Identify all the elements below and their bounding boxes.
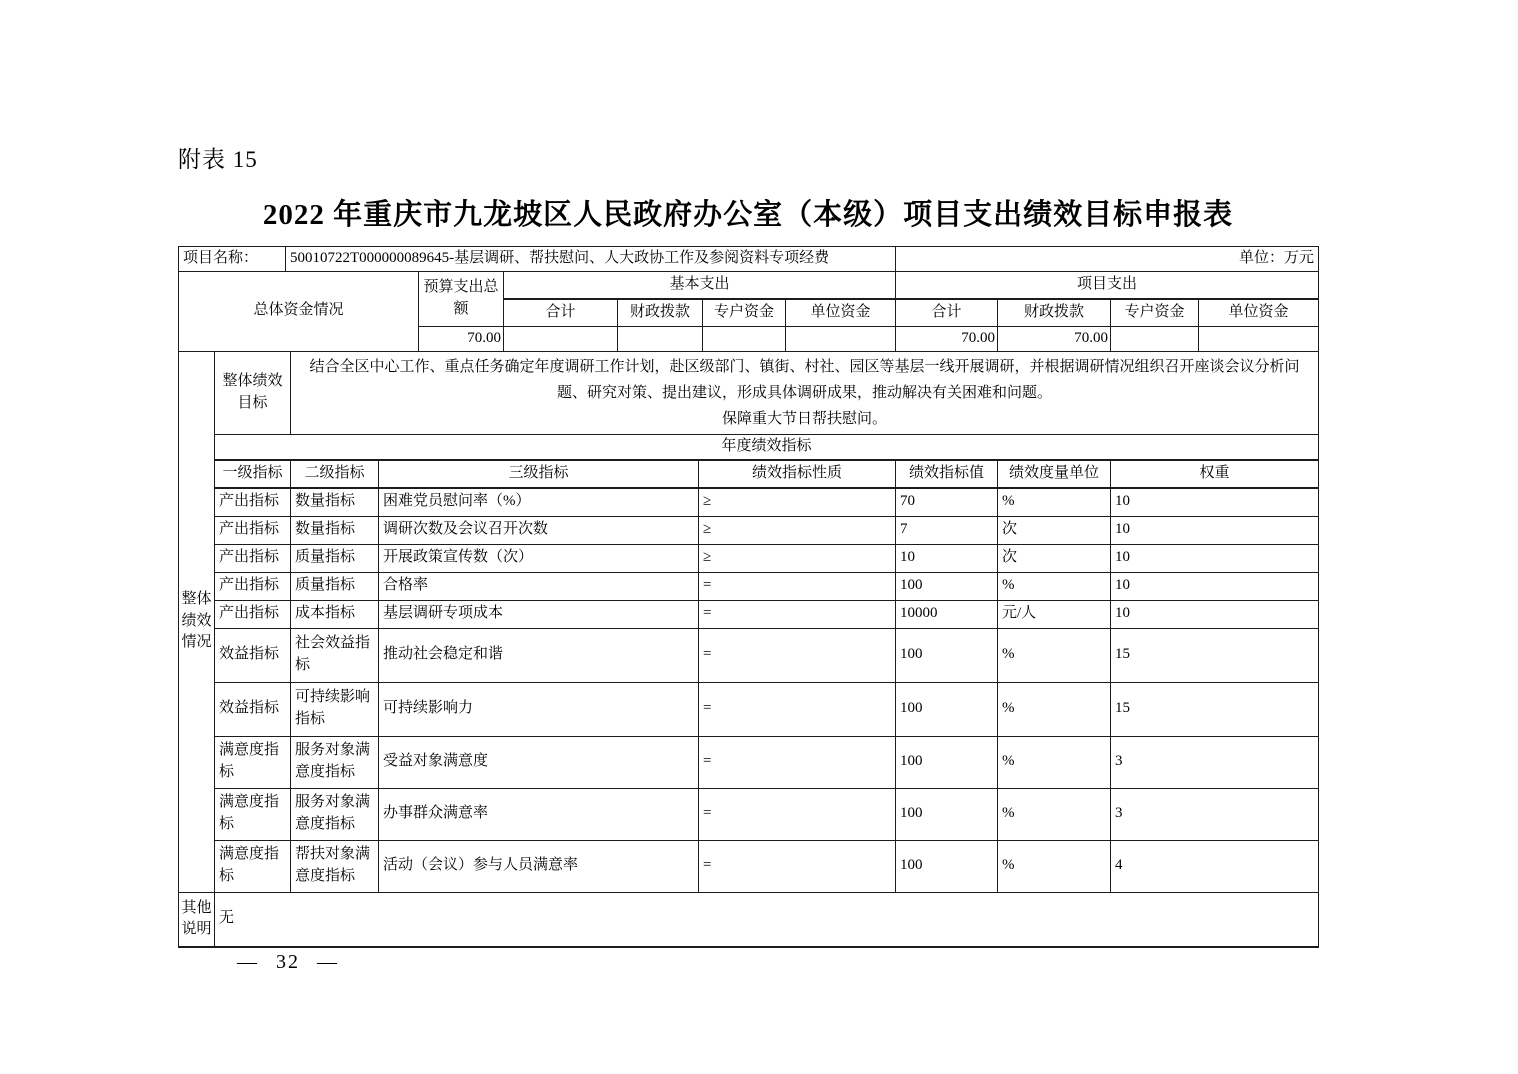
indicator-cell: 基层调研专项成本 — [379, 600, 699, 628]
indicator-cell: 10 — [1111, 572, 1319, 600]
overall-goal-row — [179, 351, 1319, 435]
project-subheader-special: 专户资金 — [1111, 299, 1199, 326]
col-header-unit: 绩效度量单位 — [998, 460, 1111, 488]
unit-label: 单位：万元 — [896, 247, 1319, 272]
indicator-cell: 15 — [1111, 682, 1319, 736]
indicator-cell: ≥ — [699, 488, 896, 516]
indicator-header-row — [179, 460, 1319, 488]
budget-total-value: 70.00 — [419, 326, 504, 351]
indicator-cell: 效益指标 — [215, 682, 291, 736]
indicator-cell: 100 — [896, 840, 998, 892]
indicator-cell: 满意度指标 — [215, 736, 291, 788]
project-name-table — [178, 246, 1319, 272]
indicator-cell: 次 — [998, 516, 1111, 544]
indicator-cell: 质量指标 — [291, 572, 379, 600]
indicator-cell: 10 — [1111, 488, 1319, 516]
annual-indicators-header: 年度绩效指标 — [215, 435, 1319, 460]
indicator-cell: = — [699, 572, 896, 600]
overall-performance-side-label: 整体绩效情况 — [179, 351, 215, 892]
indicator-cell: 10 — [1111, 544, 1319, 572]
indicator-cell: 开展政策宣传数（次） — [379, 544, 699, 572]
project-value-unit — [1199, 326, 1319, 351]
indicator-cell: = — [699, 736, 896, 788]
annual-indicators-header-row — [179, 435, 1319, 460]
project-name-value: 50010722T000000089645-基层调研、帮扶慰问、人大政协工作及参阅资料专项经费 — [286, 247, 896, 272]
indicator-row — [179, 682, 1319, 736]
funding-section-label: 总体资金情况 — [179, 271, 419, 351]
indicator-row — [179, 572, 1319, 600]
indicator-cell: 元/人 — [998, 600, 1111, 628]
indicator-cell: % — [998, 840, 1111, 892]
basic-value-fiscal — [618, 326, 703, 351]
indicator-cell: 帮扶对象满意度指标 — [291, 840, 379, 892]
indicator-row — [179, 600, 1319, 628]
indicator-cell: 10 — [1111, 600, 1319, 628]
col-header-level2: 二级指标 — [291, 460, 379, 488]
col-header-nature: 绩效指标性质 — [699, 460, 896, 488]
indicator-cell: 调研次数及会议召开次数 — [379, 516, 699, 544]
basic-subheader-special: 专户资金 — [703, 299, 786, 326]
indicator-cell: 3 — [1111, 788, 1319, 840]
indicator-cell: ≥ — [699, 544, 896, 572]
indicator-cell: % — [998, 788, 1111, 840]
indicator-cell: 效益指标 — [215, 628, 291, 682]
project-name-label: 项目名称： — [179, 247, 286, 272]
indicator-cell: = — [699, 600, 896, 628]
funding-group-header-row — [179, 271, 1319, 299]
indicator-cell: 成本指标 — [291, 600, 379, 628]
overall-goal-label: 整体绩效目标 — [215, 351, 291, 435]
indicator-cell: 合格率 — [379, 572, 699, 600]
project-subheader-unit: 单位资金 — [1199, 299, 1319, 326]
indicator-cell: 15 — [1111, 628, 1319, 682]
col-header-level3: 三级指标 — [379, 460, 699, 488]
indicator-cell: 70 — [896, 488, 998, 516]
other-notes-row — [179, 892, 1319, 947]
indicator-cell: 100 — [896, 736, 998, 788]
indicator-cell: 10000 — [896, 600, 998, 628]
page-number: — 32 — — [237, 951, 339, 973]
project-expense-group-header: 项目支出 — [896, 271, 1319, 299]
indicator-cell: 100 — [896, 682, 998, 736]
performance-table — [178, 351, 1319, 949]
project-value-fiscal: 70.00 — [998, 326, 1111, 351]
indicator-cell: 产出指标 — [215, 488, 291, 516]
indicator-cell: 可持续影响力 — [379, 682, 699, 736]
basic-subheader-total: 合计 — [504, 299, 618, 326]
indicator-cell: = — [699, 840, 896, 892]
indicator-cell: 10 — [1111, 516, 1319, 544]
basic-value-unit — [786, 326, 896, 351]
basic-subheader-unit: 单位资金 — [786, 299, 896, 326]
project-subheader-fiscal: 财政拨款 — [998, 299, 1111, 326]
indicator-cell: 推动社会稳定和谐 — [379, 628, 699, 682]
indicator-cell: 满意度指标 — [215, 840, 291, 892]
declaration-table — [178, 246, 1318, 948]
other-notes-label: 其他说明 — [179, 892, 215, 947]
indicator-cell: 满意度指标 — [215, 788, 291, 840]
indicator-cell: = — [699, 682, 896, 736]
indicator-row — [179, 840, 1319, 892]
indicator-cell: 质量指标 — [291, 544, 379, 572]
other-notes-value: 无 — [215, 892, 1319, 947]
indicator-cell: 产出指标 — [215, 600, 291, 628]
indicator-cell: 次 — [998, 544, 1111, 572]
project-value-total: 70.00 — [896, 326, 998, 351]
col-header-level1: 一级指标 — [215, 460, 291, 488]
indicator-cell: 7 — [896, 516, 998, 544]
indicator-cell: 可持续影响指标 — [291, 682, 379, 736]
indicator-cell: 办事群众满意率 — [379, 788, 699, 840]
indicator-row — [179, 516, 1319, 544]
indicator-cell: % — [998, 628, 1111, 682]
basic-expense-group-header: 基本支出 — [504, 271, 896, 299]
attachment-label: 附表 15 — [178, 147, 258, 172]
indicator-cell: % — [998, 682, 1111, 736]
indicator-row — [179, 488, 1319, 516]
col-header-weight: 权重 — [1111, 460, 1319, 488]
indicator-cell: 活动（会议）参与人员满意率 — [379, 840, 699, 892]
indicator-cell: 10 — [896, 544, 998, 572]
indicator-row — [179, 628, 1319, 682]
indicator-cell: 困难党员慰问率（%） — [379, 488, 699, 516]
indicator-cell: = — [699, 628, 896, 682]
overall-goal-line2: 保障重大节日帮扶慰问。 — [722, 411, 888, 427]
indicator-cell: 服务对象满意度指标 — [291, 736, 379, 788]
funding-table — [178, 271, 1319, 352]
project-subheader-total: 合计 — [896, 299, 998, 326]
indicator-cell: 数量指标 — [291, 516, 379, 544]
basic-value-total — [504, 326, 618, 351]
indicator-row — [179, 788, 1319, 840]
indicator-cell: 100 — [896, 628, 998, 682]
overall-goal-text — [291, 351, 1319, 435]
indicator-cell: % — [998, 572, 1111, 600]
project-name-row — [179, 247, 1319, 272]
indicator-cell: 服务对象满意度指标 — [291, 788, 379, 840]
indicator-cell: 社会效益指标 — [291, 628, 379, 682]
indicator-cell: 产出指标 — [215, 516, 291, 544]
budget-total-header: 预算支出总额 — [419, 271, 504, 326]
indicator-cell: 数量指标 — [291, 488, 379, 516]
col-header-value: 绩效指标值 — [896, 460, 998, 488]
indicator-cell: % — [998, 736, 1111, 788]
indicator-row — [179, 544, 1319, 572]
basic-subheader-fiscal: 财政拨款 — [618, 299, 703, 326]
main-tbody — [179, 351, 1319, 947]
indicator-cell: 产出指标 — [215, 544, 291, 572]
page-title: 2022 年重庆市九龙坡区人民政府办公室（本级）项目支出绩效目标申报表 — [262, 199, 1234, 231]
indicator-cell: ≥ — [699, 516, 896, 544]
indicator-cell: % — [998, 488, 1111, 516]
indicator-cell: 产出指标 — [215, 572, 291, 600]
indicator-row — [179, 736, 1319, 788]
indicator-cell: 4 — [1111, 840, 1319, 892]
indicator-cell: 受益对象满意度 — [379, 736, 699, 788]
indicator-cell: = — [699, 788, 896, 840]
basic-value-special — [703, 326, 786, 351]
indicator-cell: 100 — [896, 788, 998, 840]
indicator-cell: 100 — [896, 572, 998, 600]
project-value-special — [1111, 326, 1199, 351]
overall-goal-line1: 结合全区中心工作、重点任务确定年度调研工作计划，赴区级部门、镇街、村社、园区等基层一线开展调研，并根据调研情况组织召开座谈会议分析问题、研究对策、提出建议，形成具体调研成果，推动解决有关困难和问题。 — [309, 358, 1300, 401]
indicator-cell: 3 — [1111, 736, 1319, 788]
